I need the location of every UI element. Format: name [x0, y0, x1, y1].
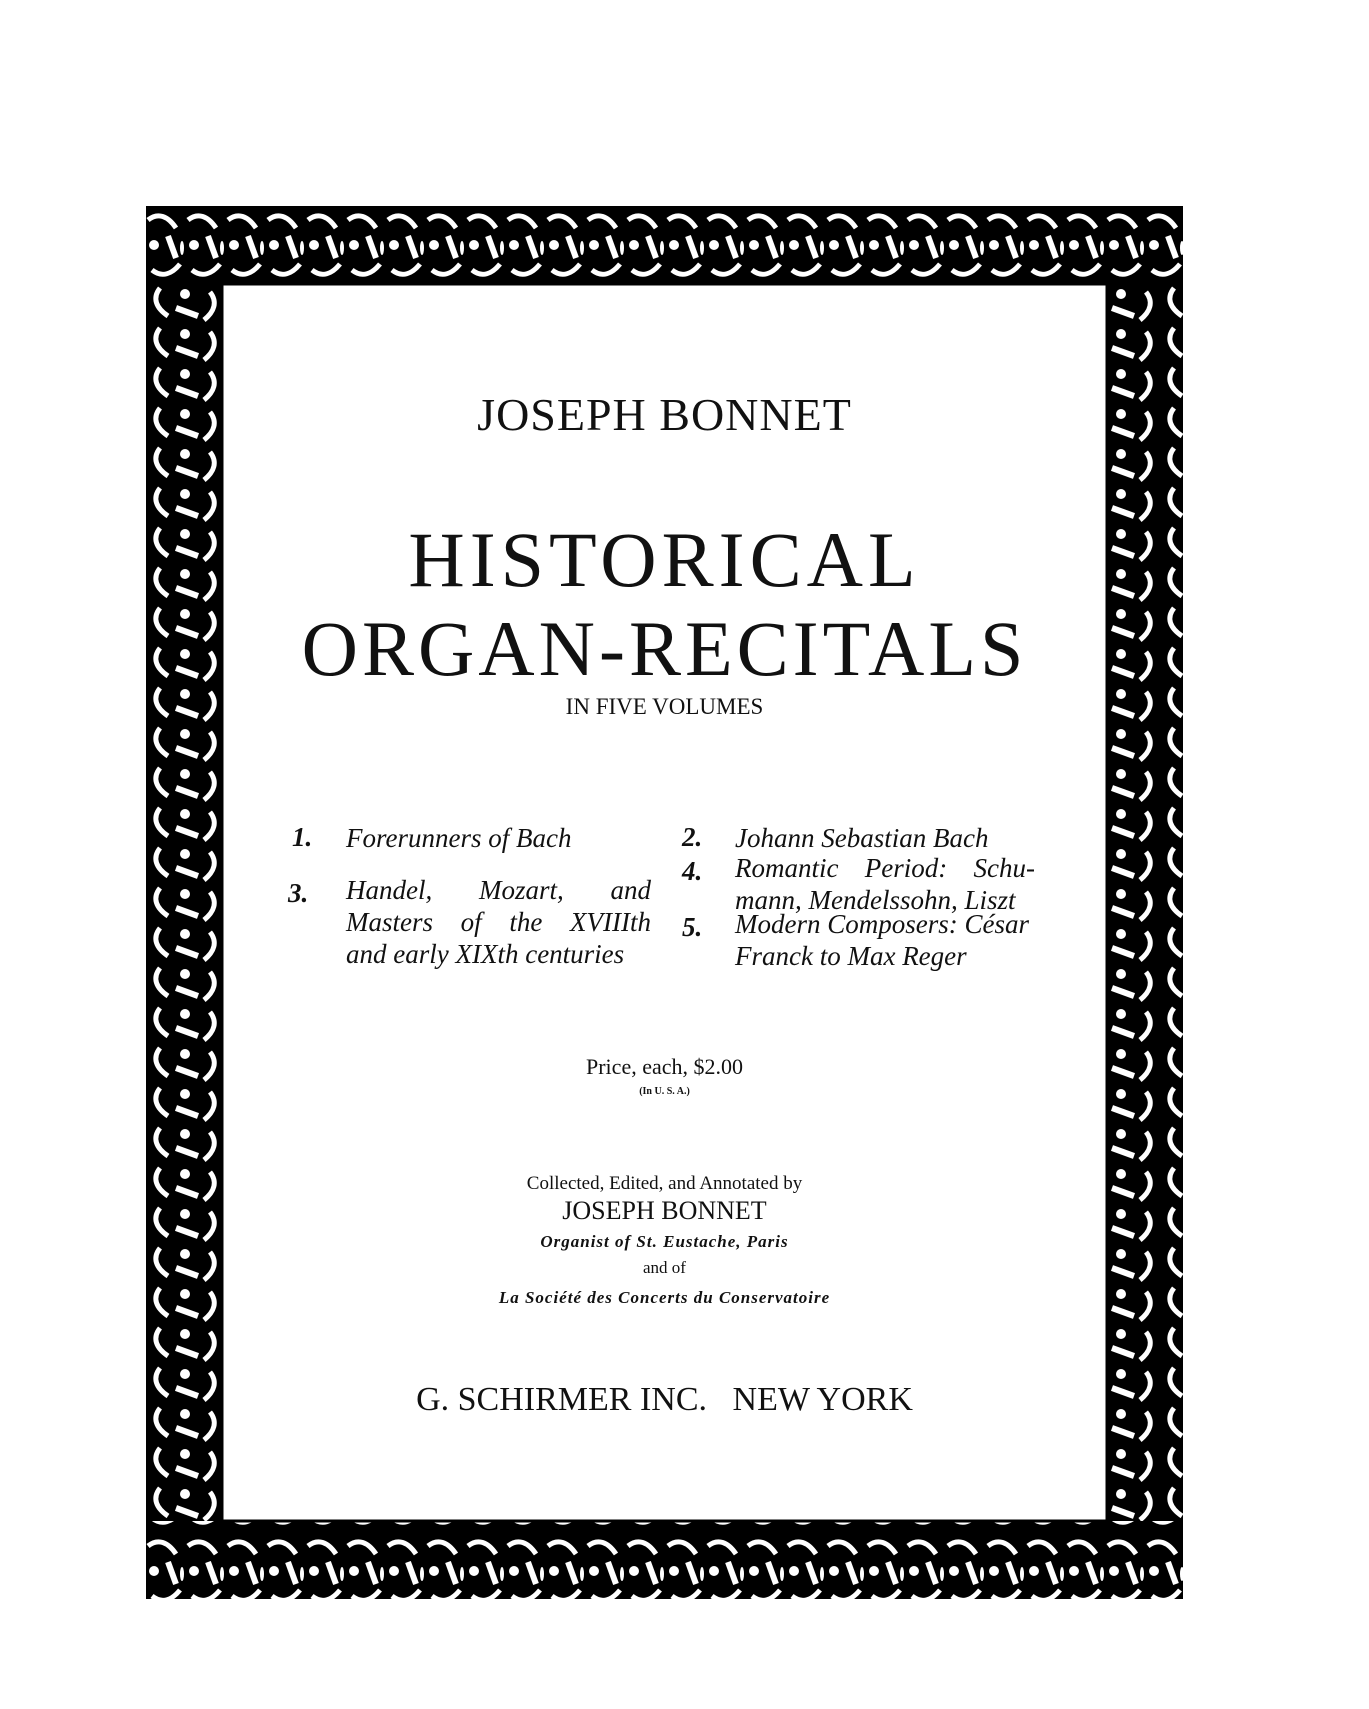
volume-number: 1.: [292, 822, 313, 852]
editor-role-2: La Société des Concerts du Conservatoire: [498, 1288, 831, 1307]
price: Price, each, $2.00: [586, 1054, 743, 1079]
and-of: and of: [643, 1258, 686, 1277]
editor-role-1: Organist of St. Eustache, Paris: [540, 1232, 789, 1251]
volume-number: 4.: [682, 856, 703, 886]
volume-number: 2.: [682, 822, 703, 852]
volume-title: Johann Sebastian Bach: [735, 823, 989, 853]
subtitle: IN FIVE VOLUMES: [565, 694, 764, 719]
price-note: (In U. S. A.): [639, 1086, 690, 1097]
volume-title: Romantic Period: Schu- mann, Mendelssohn, Liszt: [735, 853, 1035, 915]
volume-number: 5.: [682, 912, 703, 942]
title-line-2: ORGAN-RECITALS: [301, 605, 1028, 692]
publisher: G. SCHIRMER INC. NEW YORK: [416, 1381, 913, 1418]
author-heading: JOSEPH BONNET: [477, 389, 852, 440]
volume-number: 3.: [288, 878, 309, 908]
volume-title: Modern Composers: César Franck to Max Reger: [735, 909, 1029, 971]
credit-line: Collected, Edited, and Annotated by: [526, 1173, 803, 1194]
editor-name: JOSEPH BONNET: [562, 1196, 767, 1225]
volume-title: Forerunners of Bach: [346, 823, 572, 853]
volume-title: Handel, Mozart, and Masters of the XVIIIth and early XIXth centuries: [346, 875, 651, 969]
title-line-1: HISTORICAL: [408, 516, 921, 603]
